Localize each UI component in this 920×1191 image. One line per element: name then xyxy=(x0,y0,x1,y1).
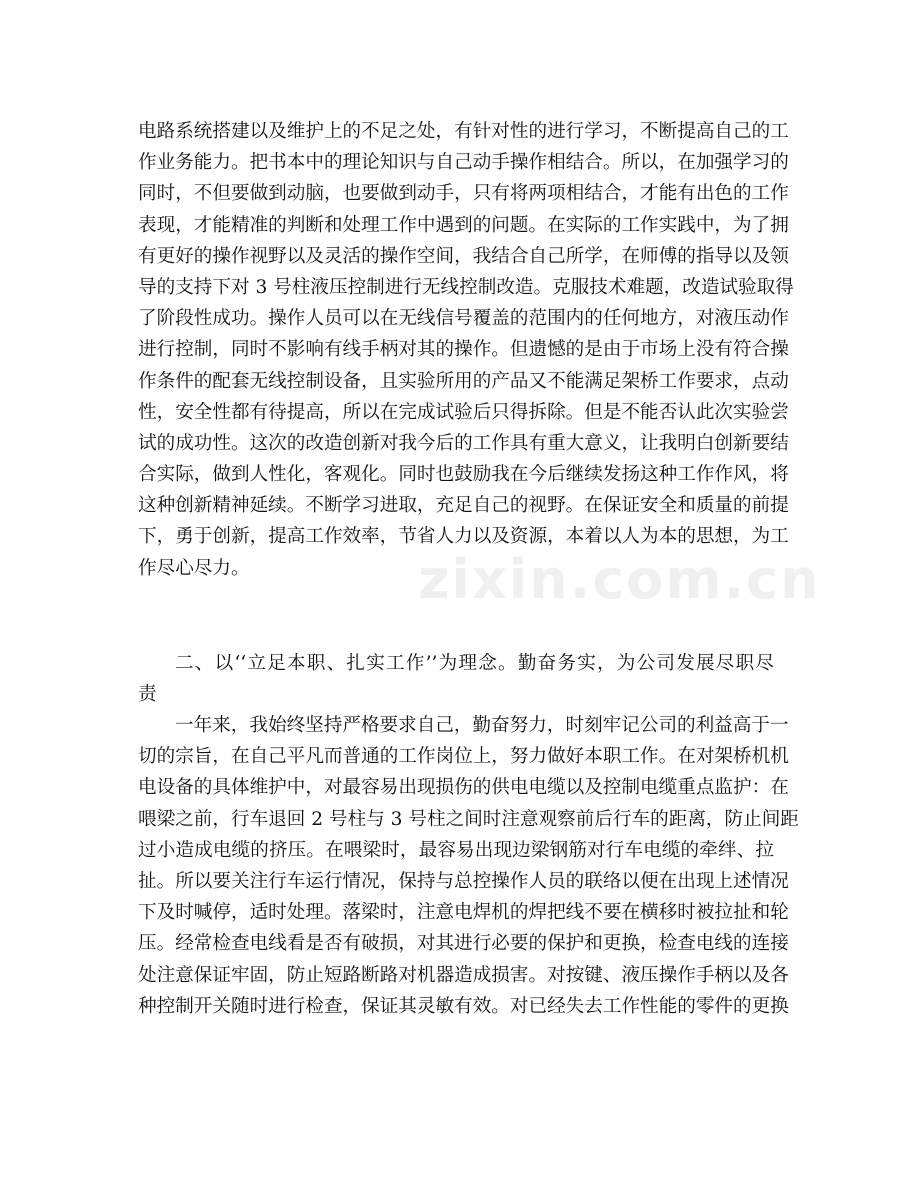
text-line: 表现，才能精准的判断和处理工作中遇到的问题。在实际的工作实践中，为了拥 xyxy=(138,214,789,236)
text-line: 下及时喊停，适时处理。落梁时，注意电焊机的焊把线不要在横移时被拉扯和轮 xyxy=(138,902,789,924)
text-line: 同时，不但要做到动脑，也要做到动手，只有将两项相结合，才能有出色的工作 xyxy=(138,183,789,205)
text-line: 扯。所以要关注行车运行情况，保持与总控操作人员的联络以便在出现上述情况 xyxy=(138,870,789,892)
text-line: 有更好的操作视野以及灵活的操作空间，我结合自己所学，在师傅的指导以及领 xyxy=(138,245,789,267)
text-line: 种控制开关随时进行检查，保证其灵敏有效。对已经失去工作性能的零件的更换 xyxy=(138,995,789,1017)
text-line: 作条件的配套无线控制设备，且实验所用的产品又不能满足架桥工作要求，点动 xyxy=(138,370,789,392)
text-line: 进行控制，同时不影响有线手柄对其的操作。但遗憾的是由于市场上没有符合操 xyxy=(138,339,789,361)
paragraph-1 xyxy=(138,116,794,584)
text-line: 导的支持下对 3 号柱液压控制进行无线控制改造。克服技术难题，改造试验取得 xyxy=(138,276,794,298)
text-line: 过小造成电缆的挤压。在喂梁时，最容易出现边梁钢筋对行车电缆的牵绊、拉 xyxy=(138,839,774,861)
text-line: 压。经常检查电线看是否有破损，对其进行必要的保护和更换，检查电线的连接 xyxy=(138,933,789,955)
text-line: 下，勇于创新，提高工作效率，节省人力以及资源，本着以人为本的思想，为工 xyxy=(138,526,789,548)
text-line: 喂梁之前，行车退回 2 号柱与 3 号柱之间时注意观察前后行车的距离，防止间距 xyxy=(138,808,799,830)
watermark: zixin.com.cn xyxy=(418,548,821,611)
text-line: 了阶段性成功。操作人员可以在无线信号覆盖的范围内的任何地方，对液压动作 xyxy=(138,308,789,330)
text-line: 试的成功性。这次的改造创新对我今后的工作具有重大意义，让我明白创新要结 xyxy=(138,432,789,454)
text-line: 这种创新精神延续。不断学习进取，充足自己的视野。在保证安全和质量的前提 xyxy=(138,495,789,517)
text-line: 责 xyxy=(138,684,157,706)
text-line: 作业务能力。把书本中的理论知识与自己动手操作相结合。所以，在加强学习的 xyxy=(138,152,789,174)
section-heading xyxy=(138,648,774,710)
text-line: 切的宗旨，在自己平凡而普通的工作岗位上，努力做好本职工作。在对架桥机机 xyxy=(138,746,789,768)
paragraph-3 xyxy=(138,710,799,1022)
text-line: 电设备的具体维护中，对最容易出现损伤的供电电缆以及控制电缆重点监护：在 xyxy=(138,777,789,799)
text-line: 性，安全性都有待提高，所以在完成试验后只得拆除。但是不能否认此次实验尝 xyxy=(138,401,789,423)
text-line: 合实际，做到人性化，客观化。同时也鼓励我在今后继续发扬这种工作作风，将 xyxy=(138,464,789,486)
text-line: 二、以‘‘立足本职、扎实工作’’为理念。勤奋务实，为公司发展尽职尽 xyxy=(175,653,774,674)
text-line: 一年来，我始终坚持严格要求自己，勤奋努力，时刻牢记公司的利益高于一 xyxy=(175,715,789,736)
text-line: 作尽心尽力。 xyxy=(138,557,250,579)
text-line: 电路系统搭建以及维护上的不足之处，有针对性的进行学习，不断提高自己的工 xyxy=(138,121,789,142)
text-line: 处注意保证牢固，防止短路断路对机器造成损害。对按键、液压操作手柄以及各 xyxy=(138,964,789,986)
